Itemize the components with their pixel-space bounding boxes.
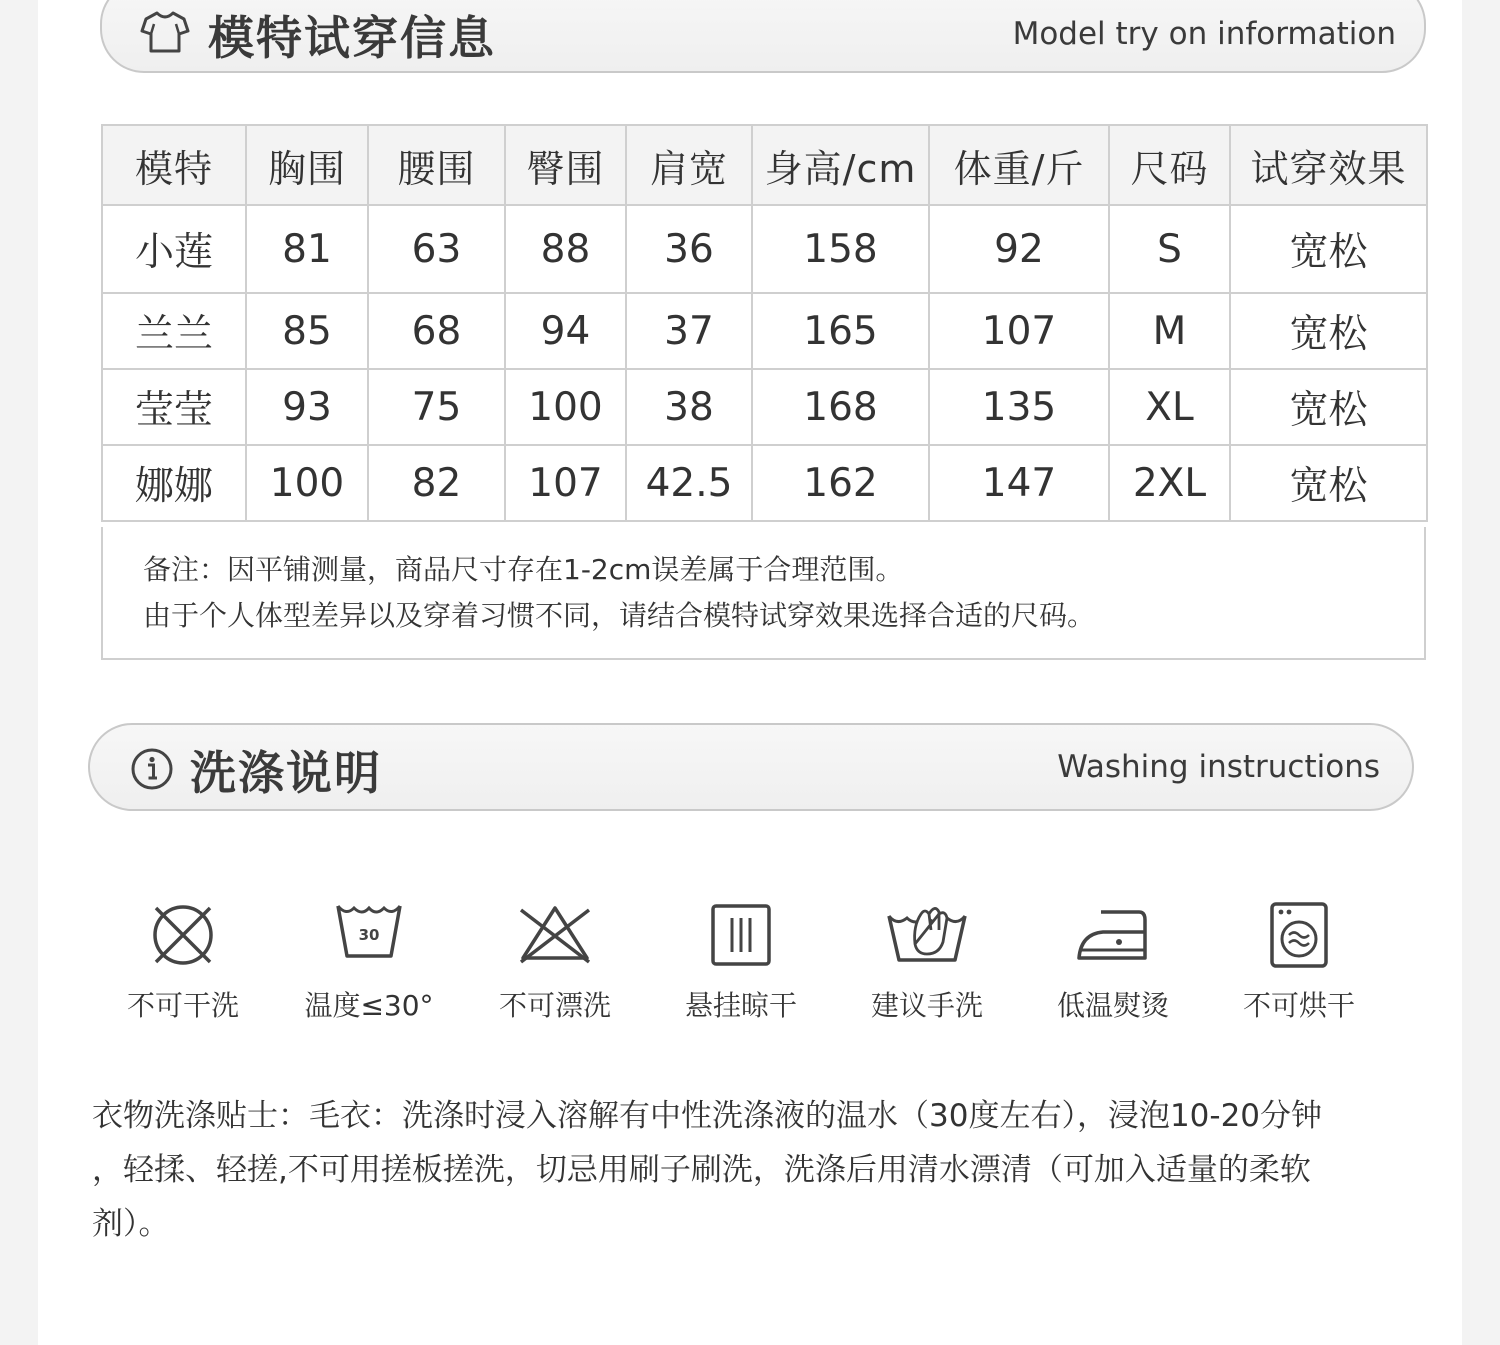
care-label: 温度≤30°: [304, 989, 434, 1022]
size-note-line: 备注：因平铺测量，商品尺寸存在1-2cm误差属于合理范围。: [143, 553, 904, 586]
table-cell: 75: [368, 369, 505, 445]
care-item-no-dry-clean: [98, 900, 268, 1024]
care-label: 不可烘干: [1242, 989, 1355, 1022]
table-cell: 94: [505, 293, 626, 369]
care-item-no-tumble-dry: [1214, 900, 1384, 1024]
column-header-fit: 试穿效果: [1230, 125, 1427, 205]
table-cell: 158: [752, 205, 929, 293]
table-cell: 168: [752, 369, 929, 445]
table-cell: 85: [246, 293, 368, 369]
table-cell: M: [1109, 293, 1230, 369]
t-shirt-icon: [140, 10, 190, 54]
table-cell: 37: [626, 293, 752, 369]
table-cell: 宽松: [1230, 369, 1427, 445]
care-label: 建议手洗: [870, 989, 983, 1022]
care-label: 低温熨烫: [1056, 989, 1169, 1022]
washing-header: [88, 723, 1414, 811]
table-cell: 兰兰: [102, 293, 246, 369]
washing-subtitle: Washing instructions: [1057, 749, 1380, 785]
wash-temperature: 30: [358, 926, 380, 944]
table-cell: S: [1109, 205, 1230, 293]
table-cell: 36: [626, 205, 752, 293]
table-cell: 宽松: [1230, 293, 1427, 369]
care-label: 不可干洗: [126, 989, 239, 1022]
product-detail-page: [38, 0, 1462, 1345]
table-cell: 88: [505, 205, 626, 293]
table-cell: 165: [752, 293, 929, 369]
no-tumble-dry-icon: [1264, 900, 1334, 970]
column-header-height: 身高/cm: [752, 125, 929, 205]
care-symbols: [98, 900, 1378, 1040]
table-row: [102, 293, 1427, 369]
table-cell: 2XL: [1109, 445, 1230, 521]
size-notes: [101, 527, 1426, 660]
table-row: [102, 369, 1427, 445]
washing-tips: 衣物洗涤贴士：毛衣：洗涤时浸入溶解有中性洗涤液的温水（30度左右），浸泡10-20分钟 ，轻揉、轻搓,不可用搓板搓洗，切忌用刷子刷洗，洗涤后用清水漂清（可加入适量的柔软 剂）。: [92, 1098, 1323, 1242]
table-cell: 147: [929, 445, 1109, 521]
line-dry-icon: [706, 900, 776, 970]
washing-title: 洗涤说明: [190, 746, 382, 800]
table-cell: 100: [505, 369, 626, 445]
model-info-header: [100, 0, 1426, 73]
table-cell: 82: [368, 445, 505, 521]
column-header-weight: 体重/斤: [929, 125, 1109, 205]
model-info-subtitle: Model try on information: [1012, 16, 1396, 52]
column-header-model: 模特: [102, 125, 246, 205]
wash-30-icon: [334, 900, 404, 970]
table-cell: 宽松: [1230, 445, 1427, 521]
table-cell: 42.5: [626, 445, 752, 521]
column-header-shoulder: 肩宽: [626, 125, 752, 205]
table-row: [102, 445, 1427, 521]
table-header-row: [102, 125, 1427, 205]
table-cell: 莹莹: [102, 369, 246, 445]
low-iron-icon: [1073, 900, 1153, 970]
table-cell: 162: [752, 445, 929, 521]
care-label: 悬挂晾干: [684, 989, 797, 1022]
care-item-no-bleach: [470, 900, 640, 1024]
table-cell: 93: [246, 369, 368, 445]
table-cell: XL: [1109, 369, 1230, 445]
column-header-bust: 胸围: [246, 125, 368, 205]
table-row: [102, 205, 1427, 293]
table-cell: 63: [368, 205, 505, 293]
table-cell: 宽松: [1230, 205, 1427, 293]
table-cell: 娜娜: [102, 445, 246, 521]
column-header-size: 尺码: [1109, 125, 1230, 205]
column-header-waist: 腰围: [368, 125, 505, 205]
table-cell: 81: [246, 205, 368, 293]
column-header-hip: 臀围: [505, 125, 626, 205]
hand-wash-icon: [885, 900, 969, 970]
size-note-line: 由于个人体型差异以及穿着习惯不同，请结合模特试穿效果选择合适的尺码。: [143, 599, 1096, 632]
table-cell: 107: [505, 445, 626, 521]
model-info-title: 模特试穿信息: [208, 11, 496, 65]
table-cell: 小莲: [102, 205, 246, 293]
table-cell: 100: [246, 445, 368, 521]
info-icon: [130, 747, 174, 791]
table-cell: 68: [368, 293, 505, 369]
care-label: 不可漂洗: [498, 989, 611, 1022]
no-bleach-icon: [517, 900, 593, 970]
table-cell: 38: [626, 369, 752, 445]
table-cell: 92: [929, 205, 1109, 293]
care-item-line-dry: [656, 900, 826, 1024]
table-cell: 135: [929, 369, 1109, 445]
no-dry-clean-icon: [148, 900, 218, 970]
table-cell: 107: [929, 293, 1109, 369]
model-size-table: [101, 124, 1428, 522]
care-item-low-iron: [1028, 900, 1198, 1024]
care-item-wash-30: [284, 900, 454, 1024]
care-item-hand-wash: [842, 900, 1012, 1024]
